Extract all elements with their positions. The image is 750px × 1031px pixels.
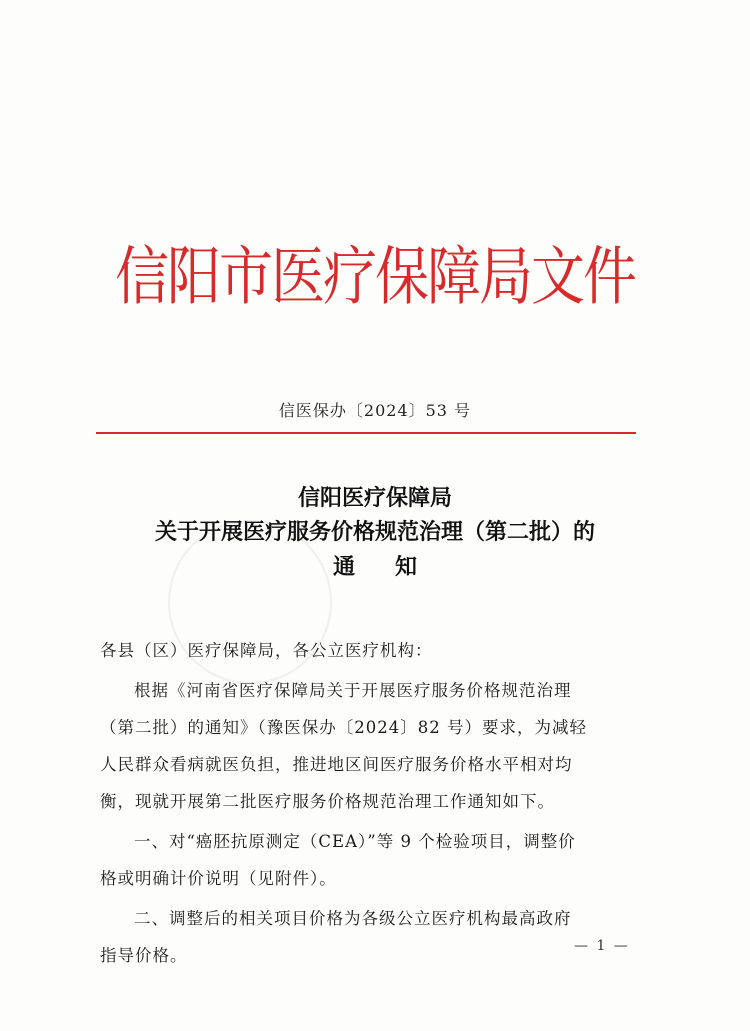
paragraph-line: （第二批）的通知》（豫医保办〔2024〕82 号）要求，为减轻: [100, 718, 587, 737]
paragraph-line: 格或明确计价说明（见附件）。: [100, 869, 337, 888]
title-subject: 关于开展医疗服务价格规范治理（第二批）的: [154, 519, 595, 545]
document-masthead: 信阳市医疗保障局文件: [115, 239, 635, 314]
page-number: — 1 —: [574, 938, 630, 954]
paragraph-line: 二、调整后的相关项目价格为各级公立医疗机构最高政府: [134, 909, 572, 928]
paragraph-line: 指导价格。: [100, 946, 188, 965]
title-notice: 通知: [332, 554, 457, 580]
salutation: 各县（区）医疗保障局，各公立医疗机构：: [100, 641, 433, 660]
paragraph-line: 衡，现就开展第二批医疗服务价格规范治理工作通知如下。: [100, 792, 555, 811]
paragraph-line: 人民群众看病就医负担，推进地区间医疗服务价格水平相对均: [100, 755, 573, 774]
red-divider-rule: [96, 432, 636, 434]
paragraph-line: 根据《河南省医疗保障局关于开展医疗服务价格规范治理: [134, 681, 572, 700]
paragraph-line: 一、对“癌胚抗原测定（CEA）”等 9 个检验项目，调整价: [134, 832, 576, 851]
title-issuer: 信阳医疗保障局: [297, 485, 452, 511]
document-number: 信医保办〔2024〕53 号: [278, 401, 472, 420]
